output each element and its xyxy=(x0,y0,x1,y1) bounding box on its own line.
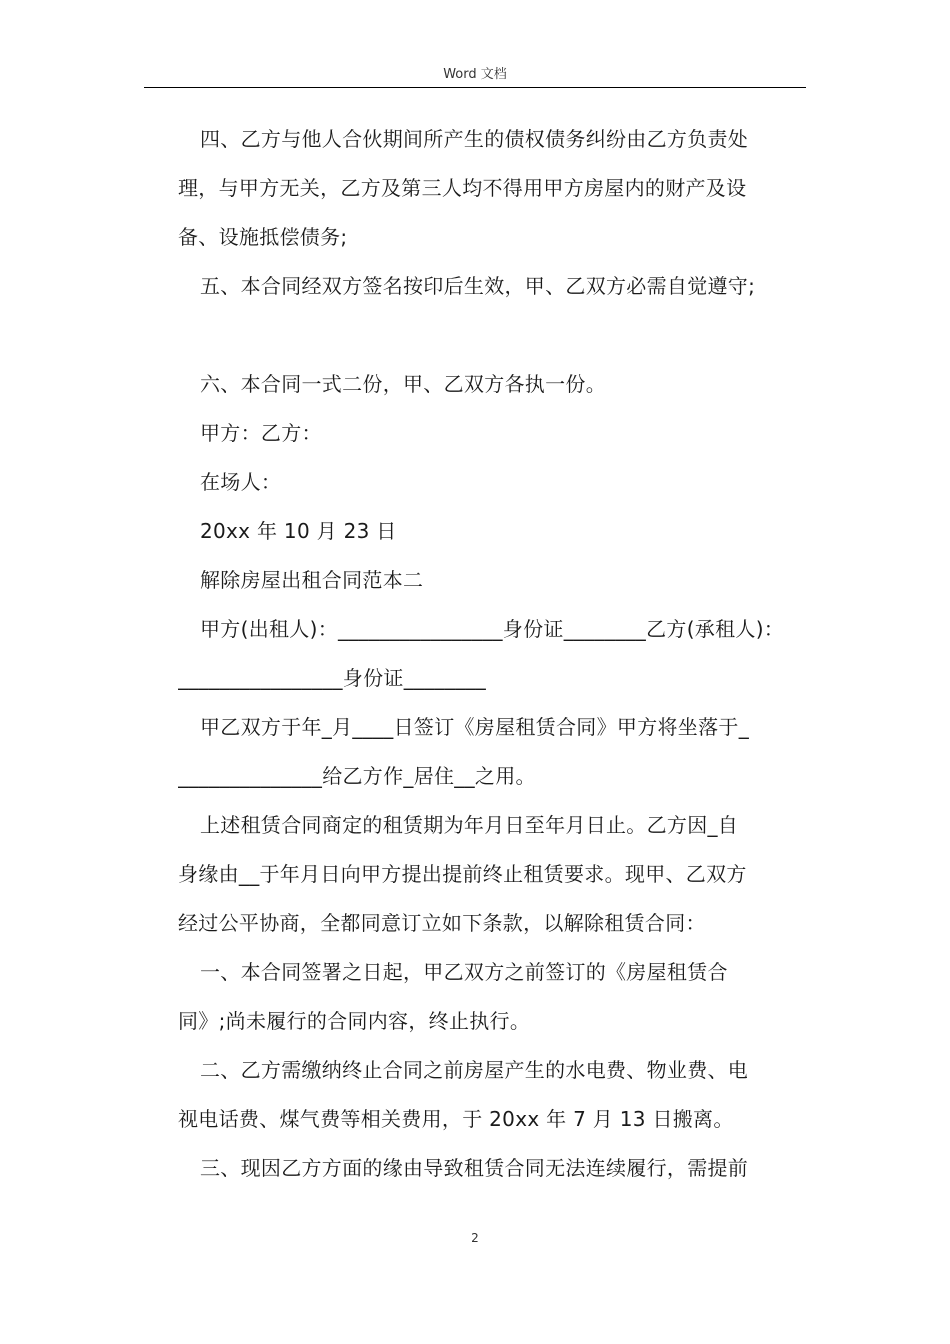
paragraph-line: ______________给乙方作_居住__之用。 xyxy=(178,764,536,788)
paragraph-line: 视电话费、煤气费等相关费用，于 20xx 年 7 月 13 日搬离。 xyxy=(178,1107,734,1131)
paragraph-line: 二、乙方需缴纳终止合同之前房屋产生的水电费、物业费、电 xyxy=(200,1058,749,1082)
document-body xyxy=(178,127,810,1205)
paragraph-line: 五、本合同经双方签名按印后生效，甲、乙双方必需自觉遵守; xyxy=(200,274,756,298)
paragraph-line: 经过公平协商，全都同意订立如下条款，以解除租赁合同： xyxy=(178,911,706,935)
paragraph-line: 一、本合同签署之日起，甲乙双方之前签订的《房屋租赁合 xyxy=(200,960,728,984)
paragraph-line: 四、乙方与他人合伙期间所产生的债权债务纠纷由乙方负责处 xyxy=(200,127,749,151)
paragraph-line: 六、本合同一式二份，甲、乙双方各执一份。 xyxy=(200,372,606,396)
party-line: 甲方(出租人)：________________身份证________乙方(承租人)： xyxy=(200,617,785,641)
section-title: 解除房屋出租合同范本二 xyxy=(200,568,424,592)
witness-line: 在场人： xyxy=(200,470,282,494)
paragraph-line: 同》;尚未履行的合同内容，终止执行。 xyxy=(178,1009,531,1033)
paragraph-line: 理，与甲方无关，乙方及第三人均不得用甲方房屋内的财产及设 xyxy=(178,176,747,200)
date-line: 20xx 年 10 月 23 日 xyxy=(200,519,397,543)
paragraph-line: 甲乙双方于年_月____日签订《房屋租赁合同》甲方将坐落于_ xyxy=(200,715,749,739)
paragraph-line: 三、现因乙方方面的缘由导致租赁合同无法连续履行，需提前 xyxy=(200,1156,749,1180)
paragraph-line: 上述租赁合同商定的租赁期为年月日至年月日止。乙方因_自 xyxy=(200,813,739,837)
document-header: Word 文档 xyxy=(443,67,507,82)
paragraph-line: 身缘由__于年月日向甲方提出提前终止租赁要求。现甲、乙双方 xyxy=(178,862,747,886)
paragraph-line: 备、设施抵偿债务; xyxy=(178,225,348,249)
header-divider xyxy=(144,87,806,88)
party-line: ________________身份证________ xyxy=(178,666,487,690)
page-number: 2 xyxy=(471,1231,479,1245)
signature-line: 甲方：乙方： xyxy=(200,421,322,445)
